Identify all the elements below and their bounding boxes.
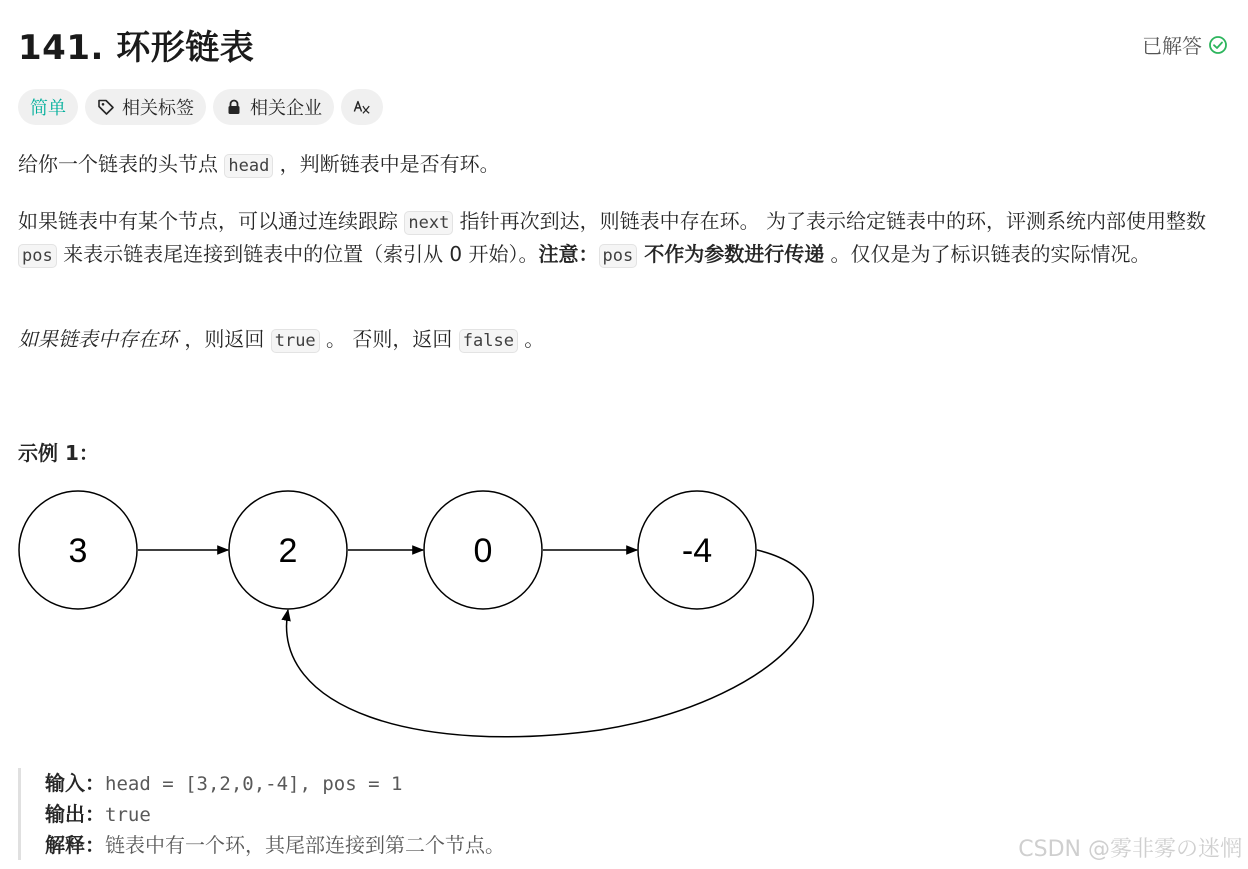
tag-bar	[18, 89, 383, 125]
list-node	[229, 491, 347, 609]
example-block	[18, 768, 505, 860]
text: 如果链表中有某个节点，可以通过连续跟踪	[18, 209, 405, 233]
difficulty-tag[interactable]	[18, 89, 78, 125]
difficulty-label: 简单	[30, 98, 66, 119]
description-paragraph-2	[18, 206, 1228, 272]
italic-text: 如果链表中存在环	[18, 327, 178, 351]
related-tags-label: 相关标签	[122, 98, 194, 119]
text: 给你一个链表的头节点	[18, 152, 225, 176]
text: 。	[517, 327, 545, 351]
inline-code: true	[271, 329, 320, 353]
translate-icon	[353, 98, 371, 116]
text: 指针再次到达，则链表中存在环。 为了表示给定链表中的环，评测系统内部使用整数	[453, 209, 1207, 233]
text: 。 否则，返回	[319, 327, 459, 351]
description-paragraph-3	[18, 324, 1228, 357]
inline-code: head	[224, 154, 273, 178]
inline-code: next	[404, 211, 453, 235]
list-node	[424, 491, 542, 609]
lock-icon	[225, 98, 243, 116]
node-value: 2	[278, 532, 298, 570]
node-value: -4	[681, 532, 713, 570]
example-explain-row	[45, 830, 505, 860]
tag-icon	[97, 98, 115, 116]
output-label: 输出：	[45, 802, 105, 826]
example-output-row	[45, 799, 505, 830]
bold-text: 注意：	[538, 242, 599, 266]
output-value: true	[105, 804, 151, 826]
translate-button[interactable]	[341, 89, 383, 125]
text: ，则返回	[178, 327, 271, 351]
related-companies-button[interactable]	[213, 89, 334, 125]
bold-text: 不作为参数进行传递	[637, 242, 825, 266]
list-node	[19, 491, 137, 609]
node-value: 3	[68, 532, 88, 570]
input-label: 输入：	[45, 771, 105, 795]
inline-code: false	[459, 329, 518, 353]
related-companies-label: 相关企业	[250, 98, 322, 119]
text: ，判断链表中是否有环。	[273, 152, 500, 176]
description-paragraph-1	[18, 149, 1228, 182]
linked-list-diagram	[0, 480, 830, 750]
inline-code: pos	[18, 244, 57, 268]
example-input-row	[45, 768, 505, 799]
watermark: CSDN @雾非雾の迷惘	[1018, 837, 1242, 862]
explain-value: 链表中有一个环，其尾部连接到第二个节点。	[105, 833, 505, 857]
input-value: head = [3,2,0,-4], pos = 1	[105, 773, 403, 795]
list-node	[638, 491, 756, 609]
check-circle-icon	[1208, 35, 1228, 55]
text: 来表示链表尾连接到链表中的位置（索引从 0 开始）。	[56, 242, 539, 266]
related-tags-button[interactable]	[85, 89, 206, 125]
text: 。仅仅是为了标识链表的实际情况。	[824, 242, 1151, 266]
explain-label: 解释：	[45, 833, 105, 857]
node-value: 0	[473, 532, 493, 570]
solved-label: 已解答	[1142, 34, 1202, 58]
problem-title: 141. 环形链表	[18, 28, 255, 68]
example-title: 示例 1：	[18, 441, 99, 465]
solved-status	[1142, 30, 1228, 59]
inline-code: pos	[599, 244, 638, 268]
